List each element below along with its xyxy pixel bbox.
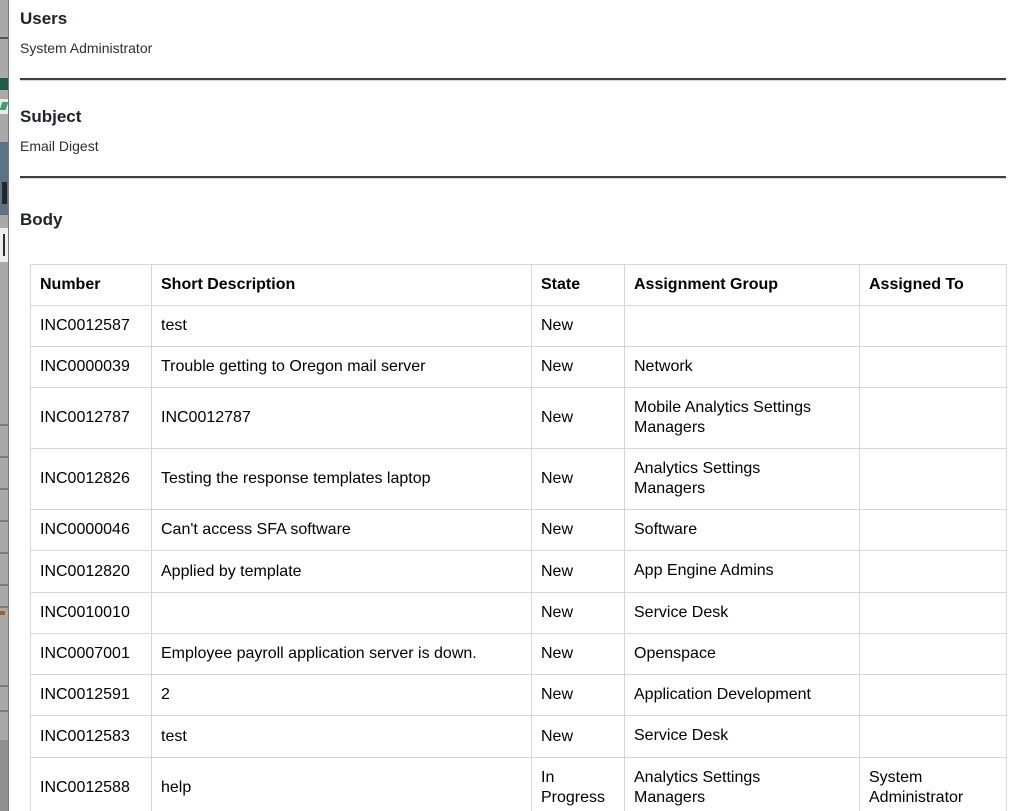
cell-assigned_to — [860, 633, 1007, 674]
edge-row-tick — [0, 488, 8, 490]
cell-state — [532, 306, 625, 347]
cell-assignment_group — [625, 592, 860, 633]
cell-text: New — [541, 603, 574, 621]
cell-text: Applied by template — [161, 562, 302, 580]
edge-row-tick — [0, 584, 8, 586]
cell-assigned_to — [860, 388, 1007, 449]
cell-assigned_to — [860, 675, 1007, 716]
cell-text: Analytics Settings Managers — [634, 460, 761, 498]
table-row — [31, 633, 1007, 674]
cell-number — [31, 510, 152, 551]
edge-divider-tick — [0, 37, 8, 39]
cell-short_description — [152, 510, 532, 551]
cell-assigned_to — [860, 757, 1007, 811]
cell-state — [532, 716, 625, 757]
edge-row-tick — [0, 424, 8, 426]
users-field-label: Users — [20, 9, 68, 28]
cell-number — [31, 551, 152, 592]
cell-assignment_group — [625, 551, 860, 592]
cell-text: INC0012820 — [40, 562, 130, 580]
cell-text: Employee payroll application server is down. — [161, 645, 477, 663]
cell-assignment_group — [625, 306, 860, 347]
cell-assignment_group — [625, 449, 860, 510]
cell-short_description — [152, 592, 532, 633]
section-divider — [20, 78, 1006, 81]
panel-left-border — [8, 0, 9, 811]
cell-text: Trouble getting to Oregon mail server — [161, 358, 426, 376]
cell-short_description — [152, 347, 532, 388]
cell-number — [31, 592, 152, 633]
cell-text: INC0012583 — [40, 727, 130, 745]
cell-assigned_to — [860, 347, 1007, 388]
edge-color-speck — [0, 611, 5, 615]
cell-text: INC0000039 — [40, 358, 130, 376]
cell-assignment_group — [625, 675, 860, 716]
cell-state — [532, 551, 625, 592]
cell-text: In Progress — [541, 768, 606, 806]
edge-text-fragment — [0, 228, 8, 262]
cell-text: INC0012787 — [161, 409, 251, 427]
cell-text: Mobile Analytics Settings Managers — [634, 399, 811, 437]
cell-assignment_group — [625, 716, 860, 757]
cell-text: System Administrator — [869, 768, 964, 806]
cell-text: New — [541, 317, 574, 334]
cell-text: New — [541, 409, 574, 427]
cell-short_description — [152, 716, 532, 757]
column-header-state: State — [532, 265, 625, 306]
cell-short_description — [152, 449, 532, 510]
cell-text: New — [541, 686, 574, 704]
cell-state — [532, 675, 625, 716]
cell-assignment_group — [625, 757, 860, 811]
cell-text: INC0000046 — [40, 521, 130, 539]
table-row — [31, 551, 1007, 592]
section-divider — [20, 176, 1006, 179]
column-header-assigned_to: Assigned To — [860, 265, 1007, 306]
table-row — [31, 306, 1007, 347]
cell-text: New — [541, 521, 574, 539]
cell-number — [31, 633, 152, 674]
table-row — [31, 347, 1007, 388]
cell-text: INC0012787 — [40, 409, 130, 427]
cell-number — [31, 388, 152, 449]
edge-green-block — [0, 78, 8, 90]
incident-table-header-row — [31, 265, 1007, 306]
cell-text: Service Desk — [634, 727, 729, 745]
edge-row-tick — [0, 710, 8, 712]
table-row — [31, 449, 1007, 510]
column-header-number: Number — [31, 265, 152, 306]
cell-state — [532, 757, 625, 811]
edge-row-tick — [0, 685, 8, 687]
cell-number — [31, 716, 152, 757]
cell-text: Software — [634, 521, 698, 539]
edge-avatar-fragment — [0, 142, 8, 215]
cell-assignment_group — [625, 510, 860, 551]
cell-assigned_to — [860, 716, 1007, 757]
cell-short_description — [152, 551, 532, 592]
table-row — [31, 757, 1007, 811]
cell-short_description — [152, 675, 532, 716]
cell-state — [532, 449, 625, 510]
subject-field-label: Subject — [20, 107, 82, 126]
edge-row-tick — [0, 552, 8, 554]
body-field-label: Body — [20, 210, 63, 229]
table-row — [31, 592, 1007, 633]
cell-text: Openspace — [634, 644, 716, 662]
edge-check-icon — [0, 99, 8, 114]
cell-text: 2 — [161, 686, 170, 704]
cell-text: Service Desk — [634, 603, 729, 621]
edge-row-tick — [0, 606, 8, 608]
cell-assigned_to — [860, 449, 1007, 510]
cell-assignment_group — [625, 633, 860, 674]
cell-text: INC0012588 — [40, 778, 130, 796]
cell-text: Analytics Settings Managers — [634, 768, 761, 806]
edge-footer-block — [0, 740, 8, 811]
cell-text: INC0012826 — [40, 470, 130, 488]
cell-number — [31, 347, 152, 388]
cell-text: Network — [634, 358, 693, 375]
cell-text: Can't access SFA software — [161, 521, 351, 539]
cell-state — [532, 388, 625, 449]
incident-table — [30, 264, 1007, 811]
table-row — [31, 716, 1007, 757]
incident-table-body — [31, 306, 1007, 811]
cell-assigned_to — [860, 551, 1007, 592]
cell-text: test — [161, 727, 187, 745]
cell-text: help — [161, 778, 192, 796]
users-field-value: System Administrator — [20, 40, 153, 56]
cell-number — [31, 449, 152, 510]
subject-field-value: Email Digest — [20, 138, 99, 154]
cell-text: INC0012587 — [40, 317, 130, 334]
cell-text: INC0012591 — [40, 686, 130, 704]
table-row — [31, 510, 1007, 551]
edge-row-tick — [0, 456, 8, 458]
cell-text: INC0010010 — [40, 603, 130, 621]
cell-text: test — [161, 317, 187, 334]
background-app-edge — [0, 0, 8, 811]
column-header-short_description: Short Description — [152, 265, 532, 306]
cell-state — [532, 633, 625, 674]
cell-text: New — [541, 470, 574, 488]
cell-short_description — [152, 388, 532, 449]
cell-text: INC0007001 — [40, 645, 130, 663]
cell-number — [31, 757, 152, 811]
cell-state — [532, 510, 625, 551]
email-preview-body[interactable] — [9, 0, 1023, 811]
cell-text: New — [541, 358, 574, 376]
cell-number — [31, 306, 152, 347]
cell-text: New — [541, 727, 574, 745]
cell-assigned_to — [860, 510, 1007, 551]
table-row — [31, 675, 1007, 716]
cell-state — [532, 347, 625, 388]
column-header-assignment_group: Assignment Group — [625, 265, 860, 306]
cell-text: Application Development — [634, 686, 811, 704]
cell-state — [532, 592, 625, 633]
cell-short_description — [152, 306, 532, 347]
cell-short_description — [152, 633, 532, 674]
edge-row-tick — [0, 520, 8, 522]
cell-assignment_group — [625, 388, 860, 449]
table-row — [31, 388, 1007, 449]
cell-text: New — [541, 645, 574, 663]
cell-text: Testing the response templates laptop — [161, 470, 431, 488]
cell-number — [31, 675, 152, 716]
cell-text: New — [541, 562, 574, 580]
cell-assigned_to — [860, 592, 1007, 633]
cell-text: App Engine Admins — [634, 562, 774, 580]
cell-assignment_group — [625, 347, 860, 388]
cell-short_description — [152, 757, 532, 811]
cell-assigned_to — [860, 306, 1007, 347]
